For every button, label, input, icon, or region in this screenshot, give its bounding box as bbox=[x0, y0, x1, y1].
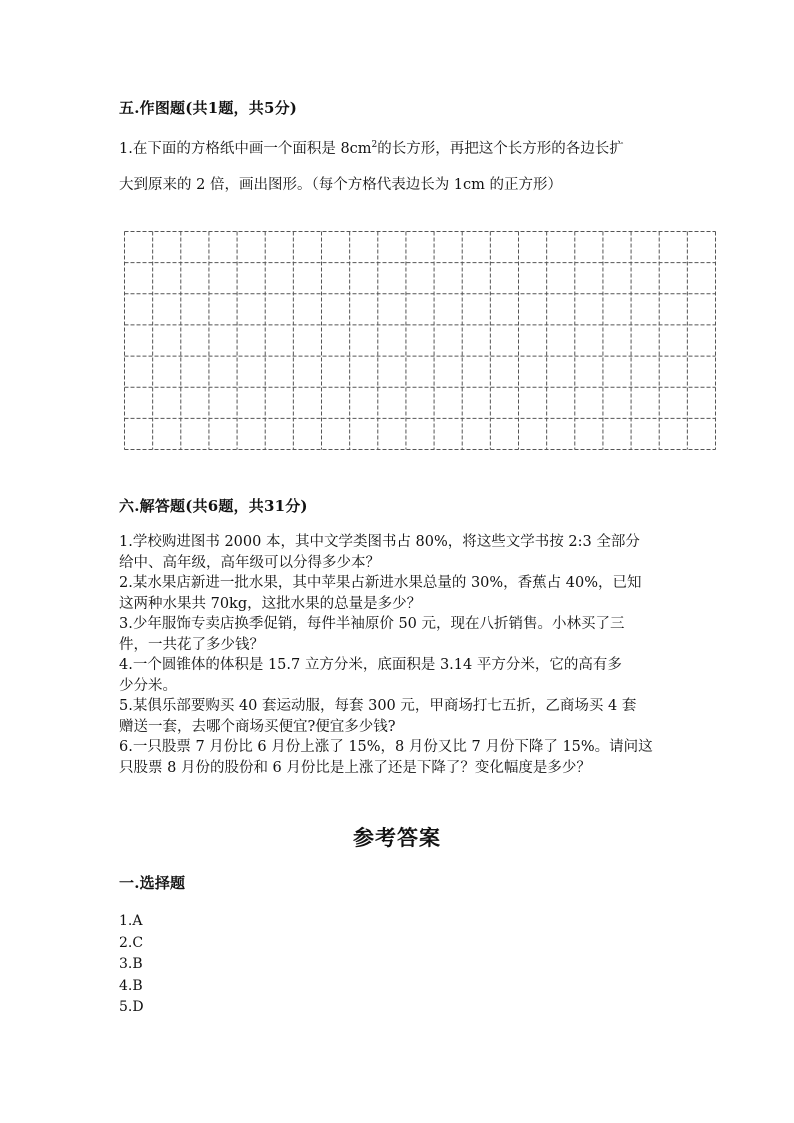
answer-item: 5.D bbox=[119, 999, 144, 1015]
answer-item: 3.B bbox=[119, 956, 143, 972]
question-line: 只股票 8 月份的股份和 6 月份比是上涨了还是下降了？变化幅度是多少？ bbox=[119, 759, 591, 776]
question-line: 这两种水果共 70kg，这批水果的总量是多少？ bbox=[119, 595, 422, 612]
question-item bbox=[119, 655, 689, 696]
question-item bbox=[119, 737, 689, 778]
answer-key-title: 参考答案 bbox=[353, 825, 441, 850]
section5-heading: 五.作图题(共1题，共5分) bbox=[119, 99, 298, 117]
question-item bbox=[119, 614, 689, 655]
question-line: 1.学校购进图书 2000 本，其中文学类图书占 80%，将这些文学书按 2:3 全部分 bbox=[119, 534, 640, 550]
square-grid-paper[interactable] bbox=[124, 231, 716, 450]
question-line: 件，一共花了多少钱？ bbox=[119, 636, 264, 653]
section5-question1-line2: 大到原来的 2 倍，画出图形。（每个方格代表边长为 1cm 的正方形） bbox=[119, 177, 563, 193]
question-item bbox=[119, 573, 689, 614]
section6-heading: 六.解答题(共6题，共31分) bbox=[119, 497, 308, 515]
grid-svg bbox=[124, 231, 716, 450]
squared-superscript: 2 bbox=[371, 140, 378, 151]
answer-list bbox=[119, 911, 144, 1019]
question-line: 4.一个圆锥体的体积是 15.7 立方分米，底面积是 3.14 平方分米，它的高有多 bbox=[119, 657, 622, 673]
question-line: 赠送一套，去哪个商场买便宜?便宜多少钱? bbox=[119, 718, 396, 735]
section5-question1-text-a: 1.在下面的方格纸中画一个面积是 8cm bbox=[119, 141, 372, 157]
answer-item: 1.A bbox=[119, 913, 143, 929]
answers-section1-heading: 一.选择题 bbox=[119, 874, 186, 892]
answer-item: 4.B bbox=[119, 977, 143, 994]
question-item bbox=[119, 696, 689, 737]
question-line: 5.某俱乐部要购买 40 套运动服，每套 300 元，甲商场打七五折，乙商场买 4 套 bbox=[119, 698, 637, 714]
question-line: 3.少年服饰专卖店换季促销，每件半袖原价 50 元，现在八折销售。小林买了三 bbox=[119, 616, 625, 632]
section5-question1-line1 bbox=[119, 137, 624, 158]
question-line: 6.一只股票 7 月份比 6 月份上涨了 15%，8 月份又比 7 月份下降了 15%。请问这 bbox=[119, 739, 653, 755]
question-item bbox=[119, 532, 689, 573]
question-line: 2.某水果店新进一批水果，其中苹果占新进水果总量的 30%，香蕉占 40%，已知 bbox=[119, 575, 642, 591]
answer-item: 2.C bbox=[119, 934, 144, 951]
section5-question1-text-b: 的长方形，再把这个长方形的各边长扩 bbox=[377, 141, 624, 157]
question-line: 少分米。 bbox=[119, 677, 177, 694]
question-line: 给中、高年级，高年级可以分得多少本？ bbox=[119, 554, 380, 571]
section6-question-list bbox=[119, 532, 689, 778]
